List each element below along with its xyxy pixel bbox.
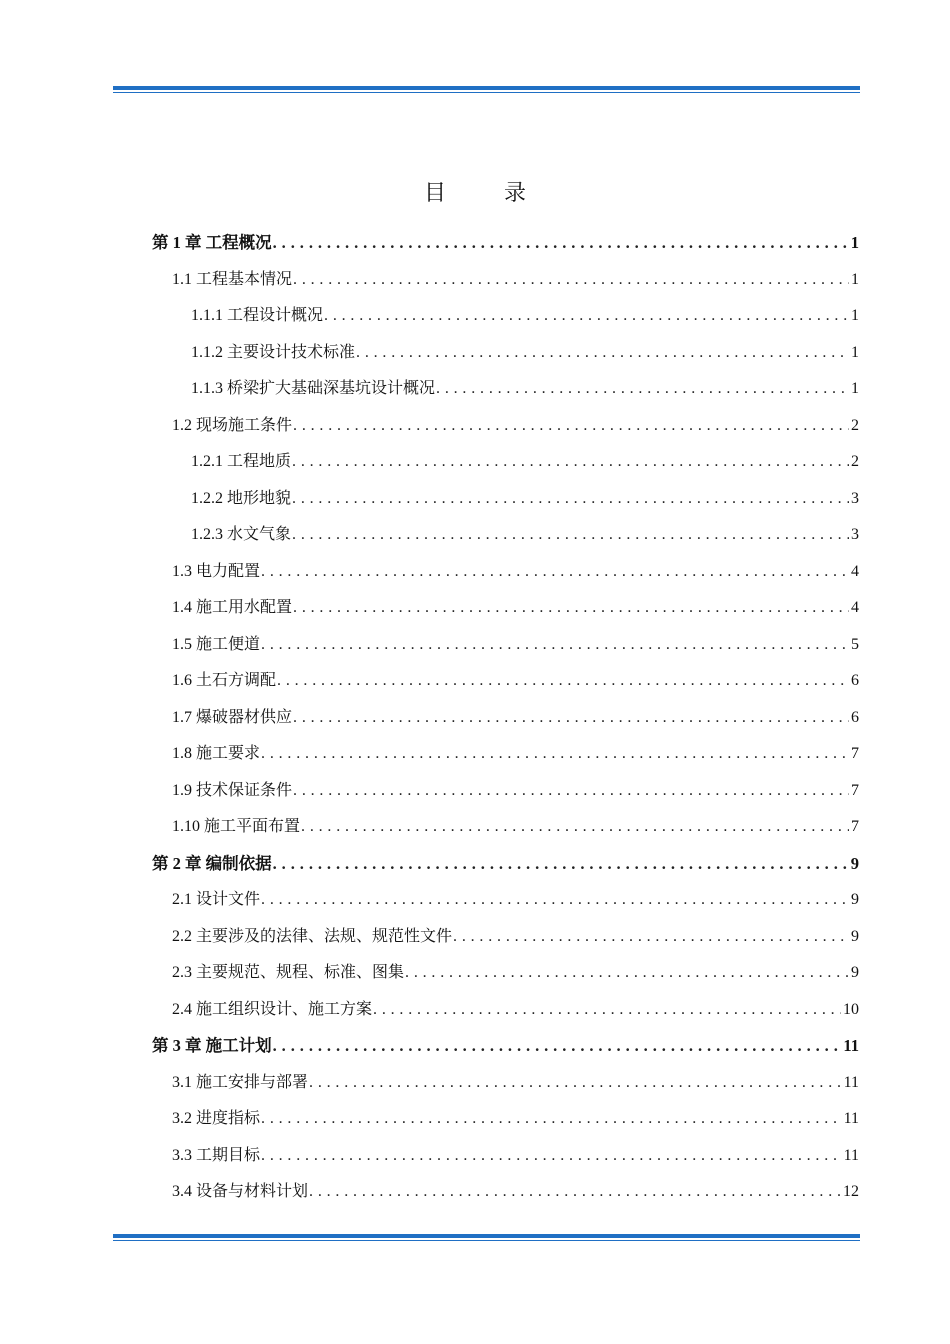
- toc-entry-page: 2: [851, 416, 859, 434]
- toc-entry[interactable]: [152, 230, 859, 256]
- header-rule: [113, 86, 860, 93]
- toc-entry[interactable]: [172, 267, 859, 293]
- toc-entry-page: 1: [851, 270, 859, 288]
- toc-entry-label: 2.4 施工组织设计、施工方案: [172, 1000, 373, 1018]
- toc-leader-dots: [261, 559, 849, 585]
- toc-entry[interactable]: [152, 1033, 859, 1059]
- toc-entry-label: 1.2.1 工程地质: [191, 453, 292, 470]
- toc-entry[interactable]: [172, 814, 859, 840]
- toc-entry-page: 9: [851, 927, 859, 945]
- toc-entry-page: 11: [843, 1073, 859, 1091]
- toc-entry-page: 3: [851, 526, 859, 543]
- toc-leader-dots: [436, 376, 849, 402]
- toc-entry[interactable]: [172, 1106, 859, 1132]
- toc-leader-dots: [309, 1070, 842, 1096]
- toc-leader-dots: [292, 522, 849, 548]
- toc-leader-dots: [293, 705, 849, 731]
- toc-entry-label: 1.4 施工用水配置: [172, 599, 293, 616]
- toc-entry[interactable]: [172, 778, 859, 804]
- toc-entry-label: 3.3 工期目标: [172, 1146, 261, 1164]
- toc-entry-page: 2: [851, 453, 859, 470]
- toc-entry-page: 6: [851, 708, 859, 726]
- toc-entry[interactable]: [172, 413, 859, 439]
- toc-entry-page: 7: [851, 781, 859, 799]
- toc-entry[interactable]: [172, 705, 859, 731]
- toc-leader-dots: [293, 413, 849, 439]
- toc-entry-label: 3.2 进度指标: [172, 1110, 261, 1127]
- toc-entry[interactable]: [172, 924, 859, 950]
- toc-leader-dots: [324, 303, 849, 329]
- toc-entry-label: 1.5 施工便道: [172, 635, 261, 653]
- toc-leader-dots: [293, 267, 849, 293]
- toc-entry-page: 5: [851, 635, 859, 653]
- toc-entry-page: 9: [850, 853, 859, 873]
- toc-entry[interactable]: [172, 741, 859, 767]
- toc-leader-dots: [405, 960, 849, 986]
- toc-entry[interactable]: [172, 1179, 859, 1205]
- toc-leader-dots: [293, 595, 849, 621]
- toc-leader-dots: [277, 668, 849, 694]
- toc-entry-page: 9: [851, 964, 859, 981]
- toc-entry-label: 第 3 章 施工计划: [152, 1036, 272, 1055]
- toc-leader-dots: [453, 924, 849, 950]
- toc-leader-dots: [273, 230, 849, 256]
- toc-entry[interactable]: [172, 595, 859, 621]
- toc-entry-label: 1.3 电力配置: [172, 562, 261, 580]
- toc-entry-label: 2.1 设计文件: [172, 891, 261, 908]
- toc-entry-page: 7: [851, 745, 859, 762]
- toc-entry-label: 2.2 主要涉及的法律、法规、规范性文件: [172, 927, 453, 945]
- toc-entry[interactable]: [191, 486, 859, 512]
- toc-entry-page: 1: [851, 307, 859, 324]
- toc-leader-dots: [261, 741, 849, 767]
- toc-entry-page: 4: [851, 562, 859, 580]
- toc-entry-label: 2.3 主要规范、规程、标准、图集: [172, 964, 405, 981]
- toc-entry-page: 11: [843, 1110, 859, 1127]
- toc-entry[interactable]: [172, 1143, 859, 1169]
- toc-leader-dots: [261, 632, 849, 658]
- toc-entry-label: 第 1 章 工程概况: [152, 233, 272, 252]
- toc-entry[interactable]: [191, 303, 859, 329]
- toc-leader-dots: [261, 1106, 842, 1132]
- toc-leader-dots: [273, 851, 849, 877]
- toc-entry-label: 1.7 爆破器材供应: [172, 708, 293, 726]
- toc-entry[interactable]: [191, 522, 859, 548]
- toc-entry-label: 1.2.3 水文气象: [191, 526, 292, 543]
- toc-entry[interactable]: [172, 559, 859, 585]
- toc-entry[interactable]: [172, 632, 859, 658]
- toc-entry-label: 1.1.3 桥梁扩大基础深基坑设计概况: [191, 380, 436, 397]
- toc-entry-page: 12: [843, 1183, 859, 1200]
- toc-entry-page: 3: [851, 489, 859, 507]
- toc-entry[interactable]: [191, 340, 859, 366]
- toc-entry[interactable]: [172, 997, 859, 1023]
- toc-leader-dots: [273, 1033, 842, 1059]
- toc-entry-label: 3.4 设备与材料计划: [172, 1183, 309, 1200]
- toc-entry-label: 1.2 现场施工条件: [172, 416, 293, 434]
- toc-entry-page: 1: [851, 380, 859, 397]
- toc-leader-dots: [309, 1179, 841, 1205]
- toc-entry-label: 1.1 工程基本情况: [172, 270, 293, 288]
- toc-entry-label: 1.9 技术保证条件: [172, 781, 293, 799]
- toc-leader-dots: [292, 449, 849, 475]
- toc-entry[interactable]: [172, 887, 859, 913]
- toc-entry-page: 9: [851, 891, 859, 908]
- toc-entry-label: 3.1 施工安排与部署: [172, 1073, 309, 1091]
- toc-leader-dots: [356, 340, 849, 366]
- toc-entry-page: 10: [843, 1000, 859, 1018]
- toc-title: 目 录: [423, 180, 544, 205]
- toc-entry-label: 1.1.2 主要设计技术标准: [191, 343, 356, 361]
- footer-rule: [113, 1234, 860, 1241]
- toc-leader-dots: [261, 1143, 842, 1169]
- toc-entry[interactable]: [152, 851, 859, 877]
- toc-leader-dots: [373, 997, 841, 1023]
- toc-entry-page: 11: [843, 1146, 859, 1164]
- toc-entry-label: 1.1.1 工程设计概况: [191, 307, 324, 324]
- toc-entry[interactable]: [191, 376, 859, 402]
- toc-entry-label: 1.10 施工平面布置: [172, 818, 301, 835]
- toc-entry-page: 11: [843, 1036, 859, 1055]
- toc-leader-dots: [261, 887, 849, 913]
- toc-entry-label: 1.2.2 地形地貌: [191, 489, 292, 507]
- toc-entry-page: 6: [851, 672, 859, 689]
- toc-leader-dots: [293, 778, 849, 804]
- toc-entry[interactable]: [172, 960, 859, 986]
- toc-entry-page: 1: [850, 233, 859, 252]
- toc-entry-page: 1: [851, 343, 859, 361]
- toc-leader-dots: [301, 814, 849, 840]
- toc-entry-label: 第 2 章 编制依据: [152, 853, 272, 873]
- toc-entry-label: 1.6 土石方调配: [172, 672, 277, 689]
- toc-entry-page: 7: [851, 818, 859, 835]
- toc-entry[interactable]: [172, 668, 859, 694]
- toc-leader-dots: [292, 486, 849, 512]
- toc-entry-page: 4: [851, 599, 859, 616]
- toc-entry[interactable]: [191, 449, 859, 475]
- toc-entry[interactable]: [172, 1070, 859, 1096]
- toc-entry-label: 1.8 施工要求: [172, 745, 261, 762]
